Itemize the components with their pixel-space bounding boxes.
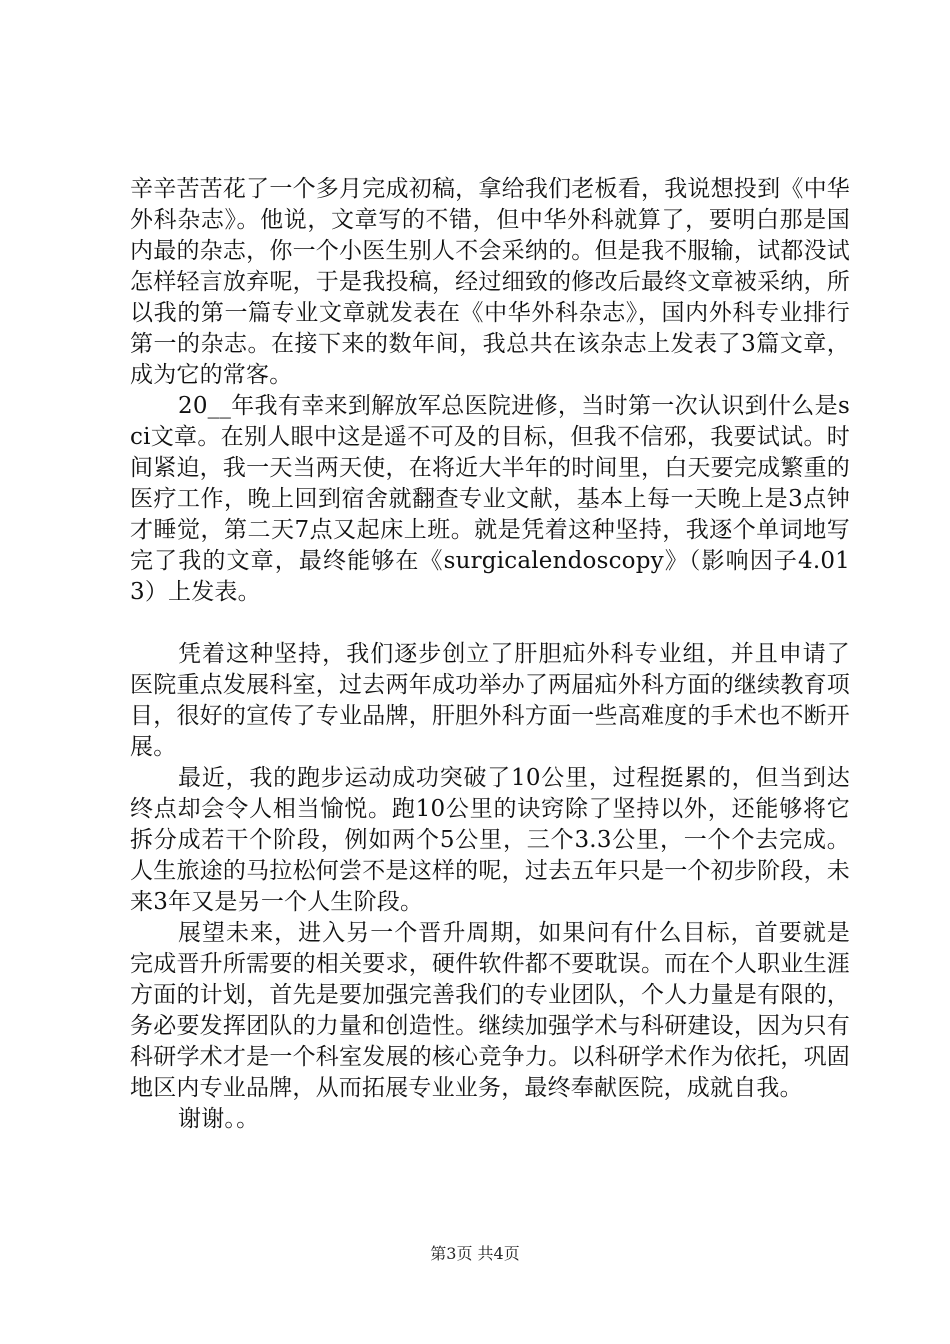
paragraph-spacer — [130, 608, 850, 639]
paragraph-specialty-group: 凭着这种坚持，我们逐步创立了肝胆疝外科专业组，并且申请了医院重点发展科室，过去两年成功举办了两届疝外科方面的继续教育项目，很好的宣传了专业品牌，肝胆外科方面一些高难度的手术也不断开展。 — [130, 641, 850, 760]
paragraph-running: 最近，我的跑步运动成功突破了10公里，过程挺累的，但当到达终点却会令人相当愉悦。跑10公里的诀窍除了坚持以外，还能够将它拆分成若干个阶段，例如两个5公里，三个3.3公里，一个个去完成。人生旅途的马拉松何尝不是这样的呢，过去五年只是一个初步阶段，未来3年又是另一个人生阶段。 — [130, 765, 850, 915]
paragraph-first-draft: 辛辛苦苦花了一个多月完成初稿，拿给我们老板看，我说想投到《中华外科杂志》。他说，文章写的不错，但中华外科就算了，要明白那是国内最的杂志，你一个小医生别人不会采纳的。但是我不服输，试都没试怎样轻言放弃呢，于是我投稿，经过细致的修改后最终文章被采纳，所以我的第一篇专业文章就发表在《中华外科杂志》，国内外科专业排行第一的杂志。在接下来的数年间，我总共在该杂志上发表了3篇文章，成为它的常客。 — [130, 176, 850, 388]
paragraph-thanks: 谢谢。。 — [178, 1106, 260, 1132]
paragraph-outlook: 展望未来，进入另一个晋升周期，如果问有什么目标，首要就是完成晋升所需要的相关要求，硬件软件都不要耽误。而在个人职业生涯方面的计划，首先是要加强完善我们的专业团队，个人力量是有限的，务必要发挥团队的力量和创造性。继续加强学术与科研建设，因为只有科研学术才是一个科室发展的核心竞争力。以科研学术作为依托，巩固地区内专业品牌，从而拓展专业业务，最终奉献医院，成就自我。 — [130, 920, 850, 1101]
page-number-footer: 第3页 共4页 — [430, 1244, 520, 1263]
document-body — [130, 174, 850, 1135]
paragraph-sci-article: 20__年我有幸来到解放军总医院进修，当时第一次认识到什么是sci文章。在别人眼中这是遥不可及的目标，但我不信邪，我要试试。时间紧迫，我一天当两天使，在将近大半年的时间里，白天要完成繁重的医疗工作，晚上回到宿舍就翻查专业文献，基本上每一天晚上是3点钟才睡觉，第二天7点又起床上班。就是凭着这种坚持，我逐个单词地写完了我的文章，最终能够在《surgicalendoscopy》（影响因子4.013）上发表。 — [130, 393, 850, 605]
